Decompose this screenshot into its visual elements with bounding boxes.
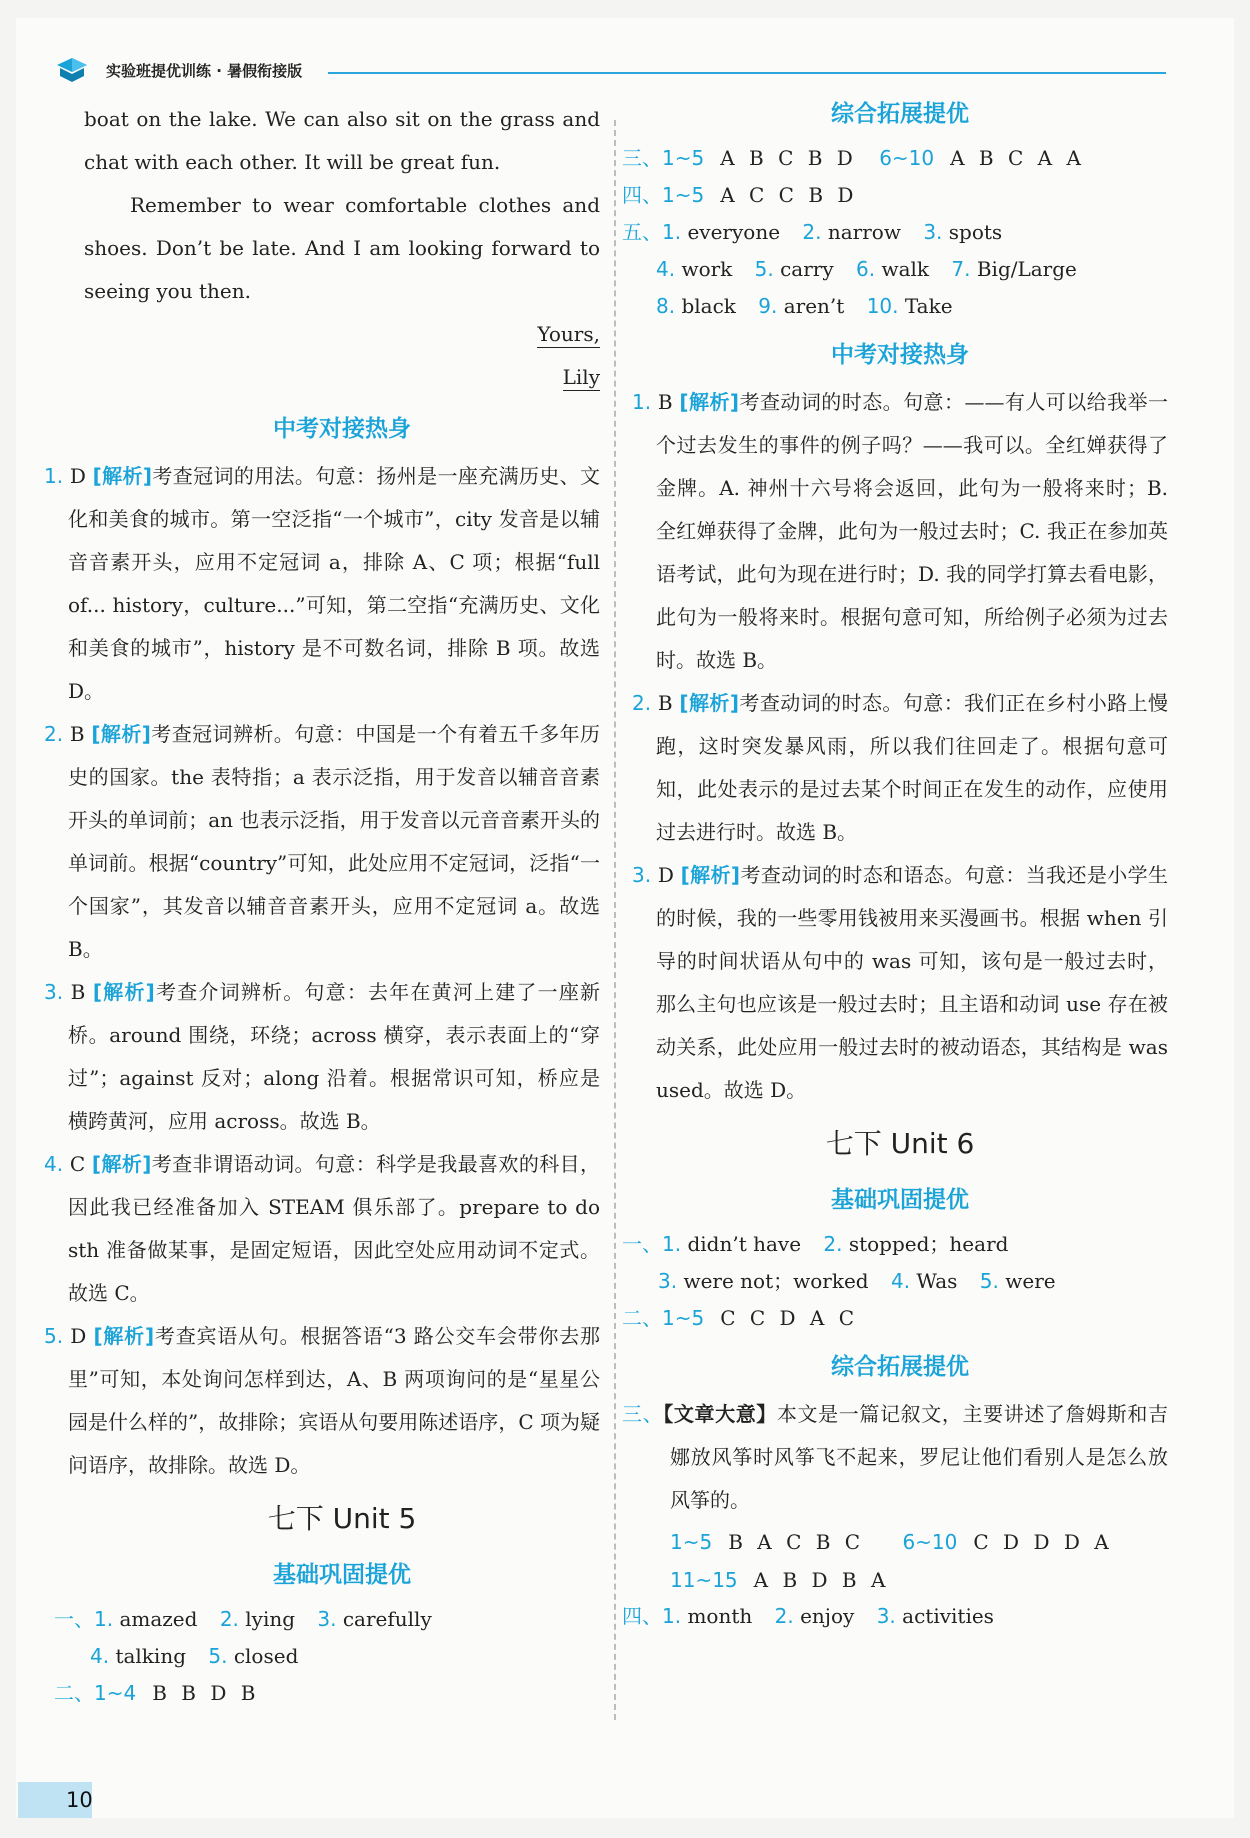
analysis-tag: [解析]: [91, 722, 151, 746]
part4-row: 四、1~5 A C C B D: [622, 183, 858, 207]
header-rule: [328, 72, 1166, 74]
question-5: 5. D [解析]考查宾语从句。根据答语“3 路公交车会带你去那里”可知，本处询问怎样到达，A、B 两项询问的是“星星公园是什么样的”，故排除；宾语从句要用陈述语序，C 项为疑问语序，故排除。故选 D。: [44, 1324, 601, 1477]
question-text: 考查介词辨析。句意：去年在黄河上建了一座新桥。around 围绕，环绕；across 横穿，表示表面上的“穿过”；against 反对；along 沿着。根据常识可知，桥应是横跨黄河，应用 across。故选 B。: [68, 980, 601, 1133]
question-text: 考查冠词辨析。句意：中国是一个有着五千多年历史的国家。the 表特指；a 表示泛指，用于发音以辅音音素开头的单词前；an 也表示泛指，用于发音以元音音素开头的单词前。根据“country”可知，此处应用不定冠词，泛指“一个国家”，其发音以辅音音素开头，应用不定冠词 a。故选 B。: [68, 722, 601, 961]
u6-part4-row: 四、1. month 2. enjoy 3. activities: [622, 1604, 994, 1628]
question-text: 考查非谓语动词。句意：科学是我最喜欢的科目，因此我已经准备加入 STEAM 俱乐部了。prepare to do sth 准备做某事，是固定短语，因此空处应用动词不定式。故选 C。: [68, 1152, 601, 1305]
column-divider: [614, 120, 616, 1720]
question-r2: 2. B [解析]考查动词的时态。句意：我们正在乡村小路上慢跑，这时突发暴风雨，所以我们往回走了。根据句意可知，此处表示的是过去某个时间正在发生的动作，应使用过去进行时。故选 B。: [632, 691, 1169, 844]
question-text: 考查宾语从句。根据答语“3 路公交车会带你去那里”可知，本处询问怎样到达，A、B 两项询问的是“星星公园是什么样的”，故排除；宾语从句要用陈述语序，C 项为疑问语序，故排除。故选 D。: [68, 1324, 601, 1477]
part5-row2: 4. work 5. carry 6. walk 7. Big/Large: [656, 257, 1077, 281]
section-title-basic-2: 基础巩固提优: [831, 1187, 969, 1213]
letter-paragraph-1: boat on the lake. We can also sit on the grass and chat with each other. It will be great fun.: [84, 107, 600, 174]
question-2: 2. B [解析]考查冠词辨析。句意：中国是一个有着五千多年历史的国家。the 表特指；a 表示泛指，用于发音以辅音音素开头的单词前；an 也表示泛指，用于发音以元音音素开头的单词前。根据“country”可知，此处应用不定冠词，泛指“一个国家”，其发音以辅音音素开头，应用不定冠词 a。故选 B。: [44, 722, 601, 961]
u6-part1-row1: 一、1. didn’t have 2. stopped；heard: [622, 1232, 1009, 1256]
section-title-zhongkao-2: 中考对接热身: [831, 342, 969, 368]
analysis-tag: [解析]: [679, 691, 739, 715]
part3-row: 三、1~5 A B C B D 6~10 A B C A A: [622, 146, 1085, 170]
question-4: 4. C [解析]考查非谓语动词。句意：科学是我最喜欢的科目，因此我已经准备加入 STEAM 俱乐部了。prepare to do sth 准备做某事，是固定短语，因此空处应用动词不定式。故选 C。: [44, 1152, 601, 1305]
analysis-tag: [解析]: [92, 464, 152, 488]
u5-part1-row1: 一、1. amazed 2. lying 3. carefully: [54, 1607, 432, 1631]
u6-part3-answers-1: 1~5 B A C B C 6~10 C D D D A: [670, 1530, 1113, 1554]
question-r1: 1. B [解析]考查动词的时态。句意：——有人可以给我举一个过去发生的事件的例子吗？——我可以。全红婵获得了金牌。A. 神州十六号将会返回，此句为一般将来时；B. 全红婵获得了金牌，此句为一般过去时；C. 我正在参加英语考试，此句为现在进行时；D. 我的同学打算去看电影，此句为一般将来时。根据句意可知，所给例子必须为过去时。故选 B。: [632, 390, 1169, 672]
closing-text: Yours,: [537, 322, 600, 346]
section-title-extend: 综合拓展提优: [831, 101, 969, 127]
section-title-zhongkao: 中考对接热身: [273, 416, 411, 442]
section-title-extend-2: 综合拓展提优: [831, 1354, 969, 1380]
letter-closing: [84, 313, 600, 356]
question-text: 考查动词的时态。句意：我们正在乡村小路上慢跑，这时突发暴风雨，所以我们往回走了。根据句意可知，此处表示的是过去某个时间正在发生的动作，应使用过去进行时。故选 B。: [656, 691, 1169, 844]
question-text: 考查动词的时态。句意：——有人可以给我举一个过去发生的事件的例子吗？——我可以。全红婵获得了金牌。A. 神州十六号将会返回，此句为一般将来时；B. 全红婵获得了金牌，此句为一般过去时；C. 我正在参加英语考试，此句为现在进行时；D. 我的同学打算去看电影，此句为一般将来时。根据句意可知，所给例子必须为过去时。故选 B。: [656, 390, 1169, 672]
u6-part3-answers-2: 11~15 A B D B A: [670, 1568, 890, 1592]
part5-row1: 五、1. everyone 2. narrow 3. spots: [622, 220, 1003, 244]
analysis-tag: [解析]: [679, 390, 740, 414]
question-text: 考查冠词的用法。句意：扬州是一座充满历史、文化和美食的城市。第一空泛指“一个城市”，city 发音是以辅音音素开头，应用不定冠词 a，排除 A、C 项；根据“full of... history，culture...”可知，第二空指“充满历史、文化和美食的城市”，history 是不可数名词，排除 B 项。故选 D。: [68, 464, 601, 703]
signature-text: Lily: [562, 365, 600, 389]
u5-part2-row: 二、1~4 B B D B: [54, 1681, 260, 1705]
header-title: 实验班提优训练 · 暑假衔接版: [106, 62, 303, 80]
u6-part3-summary: 三、【文章大意】本文是一篇记叙文，主要讲述了詹姆斯和吉娜放风筝时风筝飞不起来，罗尼让他们看别人是怎么放风筝的。: [622, 1402, 1169, 1512]
u6-part1-row2: 3. were not；worked 4. Was 5. were: [658, 1269, 1056, 1293]
letter-signature: [84, 356, 600, 399]
right-column: [622, 98, 1169, 1635]
analysis-tag: [解析]: [92, 980, 155, 1004]
analysis-tag: [解析]: [680, 863, 741, 887]
left-column: [44, 98, 601, 1712]
u6-part2-row: 二、1~5 C C D A C: [622, 1306, 859, 1330]
question-1: 1. D [解析]考查冠词的用法。句意：扬州是一座充满历史、文化和美食的城市。第一空泛指“一个城市”，city 发音是以辅音音素开头，应用不定冠词 a，排除 A、C 项；根据“full of... history，culture...”可知，第二空指“充满历史、文化和美食的城市”，history 是不可数名词，排除 B 项。故选 D。: [44, 464, 601, 703]
analysis-tag: [解析]: [93, 1324, 155, 1348]
u5-part1-row2: 4. talking 5. closed: [90, 1644, 299, 1668]
question-r3: 3. D [解析]考查动词的时态和语态。句意：当我还是小学生的时候，我的一些零用钱被用来买漫画书。根据 when 引导的时间状语从句中的 was 可知，该句是一般过去时，那么主句也应该是一般过去时；且主语和动词 use 存在被动关系，此处应用一般过去时的被动语态，其结构是 was used。故选 D。: [632, 863, 1169, 1102]
question-text: 考查动词的时态和语态。句意：当我还是小学生的时候，我的一些零用钱被用来买漫画书。根据 when 引导的时间状语从句中的 was 可知，该句是一般过去时，那么主句也应该是一般过去时；且主语和动词 use 存在被动关系，此处应用一般过去时的被动语态，其结构是 was used。故选 D。: [656, 863, 1169, 1102]
page-number: 10: [18, 1782, 92, 1818]
header: [56, 52, 1166, 92]
question-3: 3. B [解析]考查介词辨析。句意：去年在黄河上建了一座新桥。around 围绕，环绕；across 横穿，表示表面上的“穿过”；against 反对；along 沿着。根据常识可知，桥应是横跨黄河，应用 across。故选 B。: [44, 980, 601, 1133]
section-title-basic: 基础巩固提优: [273, 1562, 411, 1588]
book-logo-icon: [56, 56, 88, 84]
letter-paragraph-2: Remember to wear comfortable clothes and shoes. Don’t be late. And I am looking forward to seeing you then.: [84, 193, 600, 303]
analysis-tag: [解析]: [91, 1152, 152, 1176]
unit-5-title: 七下 Unit 5: [267, 1502, 417, 1535]
unit-6-title: 七下 Unit 6: [825, 1127, 975, 1160]
part5-row3: 8. black 9. aren’t 10. Take: [656, 294, 953, 318]
